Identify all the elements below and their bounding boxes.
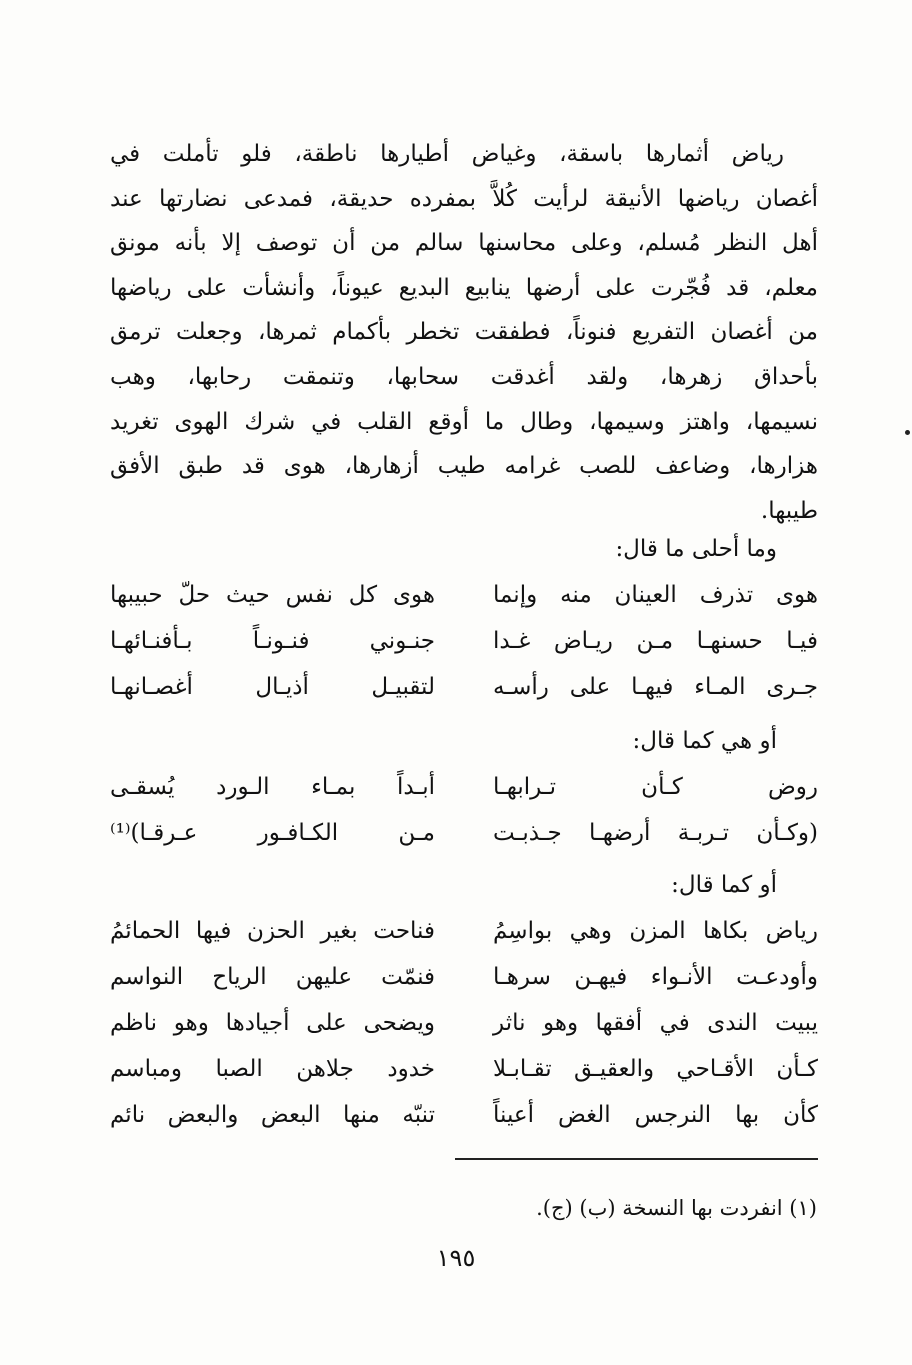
second-hemistich: لتقبيـل أذيـال أغصـانهـا <box>110 674 435 700</box>
second-hemistich: خدود جلاهن الصبا ومباسم <box>110 1056 435 1082</box>
second-hemistich: فنمّت عليهن الرياح النواسم <box>110 964 435 990</box>
footnote-divider <box>455 1158 818 1160</box>
first-hemistich: رياض بكاها المزن وهي بواسِمُ <box>493 918 818 944</box>
first-hemistich: وأودعـت الأنـواء فيهـن سرهـا <box>493 964 818 990</box>
first-hemistich: (وكـأن تـربـة أرضهـا جـذبـت <box>493 820 818 846</box>
verse-line <box>110 582 818 628</box>
paragraph-line: رياض أثمارها باسقة، وغياض أطيارها ناطقة، فلو تأملت في <box>110 141 784 167</box>
poem-block <box>110 774 818 866</box>
margin-dot <box>905 430 910 435</box>
paragraph-line: أهل النظر مُسلم، وعلى محاسنها سالم من أن توصف إلا بأنه مونق <box>110 230 818 257</box>
second-hemistich: جنـوني فنـونـاً بـأفنـائهـا <box>110 628 435 654</box>
verse-intro: أو هي كما قال: <box>632 728 777 754</box>
prose-paragraph <box>110 132 818 533</box>
first-hemistich: كـأن الأقـاحي والعقيـق تقـابـلا <box>493 1056 818 1082</box>
first-hemistich: فيـا حسنهـا مـن ريـاض غـدا <box>493 628 818 654</box>
poem-block <box>110 582 818 720</box>
paragraph-line: بأحداق زهرها، ولقد أغدقت سحابها، وتنمقت رحابها، وهب <box>110 363 818 390</box>
second-hemistich: تنبّه منها البعض والبعض نائم <box>110 1102 435 1128</box>
second-hemistich: مـن الكـافـور عـرقـا)⁽¹⁾ <box>110 820 435 846</box>
first-hemistich: هوى تذرف العينان منه وإنما <box>493 582 818 608</box>
verse-line <box>110 1010 818 1056</box>
footnote: (١) انفردت بها النسخة (ب) (ج). <box>536 1196 817 1220</box>
verse-line <box>110 628 818 674</box>
verse-line <box>110 1102 818 1148</box>
second-hemistich: أبـداً بمـاء الـورد يُسقـى <box>110 774 435 800</box>
verse-intro: أو كما قال: <box>671 872 777 898</box>
first-hemistich: روض كـأن تـرابهـا <box>493 774 818 800</box>
verse-line <box>110 674 818 720</box>
paragraph-line: معلم، قد فُجّرت على أرضها ينابيع البديع عيوناً، وأنشأت على رياضها <box>110 274 818 301</box>
verse-line <box>110 774 818 820</box>
paragraph-line: طيبها. <box>760 497 818 524</box>
verse-intro: وما أحلى ما قال: <box>615 536 777 562</box>
second-hemistich: ويضحى على أجيادها وهو ناظم <box>110 1010 435 1036</box>
second-hemistich: هوى كل نفس حيث حلّ حبيبها <box>110 582 435 608</box>
verse-line <box>110 918 818 964</box>
first-hemistich: يبيت الندى في أفقها وهو ناثر <box>493 1010 818 1036</box>
verse-line <box>110 820 818 866</box>
poem-block <box>110 918 818 1148</box>
paragraph-line: نسيمها، واهتز وسيمها، وطال ما أوقع القلب في شرك الهوى تغريد <box>110 408 818 435</box>
first-hemistich: جـرى المـاء فيهـا على رأسـه <box>493 674 818 700</box>
verse-line <box>110 964 818 1010</box>
page-number: ١٩٥ <box>436 1244 476 1272</box>
first-hemistich: كأن بها النرجس الغض أعيناً <box>493 1102 818 1128</box>
verse-line <box>110 1056 818 1102</box>
paragraph-line: أغصان رياضها الأنيقة لرأيت كُلاَّ بمفرده حديقة، فمدعى نضارتها عند <box>110 185 818 212</box>
paragraph-line: هزارها، وضاعف للصب غرامه طيب أزهارها، هوى قد طبق الأفق <box>110 453 818 480</box>
second-hemistich: فناحت بغير الحزن فيها الحمائمُ <box>110 918 435 944</box>
paragraph-line: من أغصان التفريع فنوناً، فطفقت تخطر بأكمام ثمرها، وجعلت ترمق <box>110 319 818 346</box>
